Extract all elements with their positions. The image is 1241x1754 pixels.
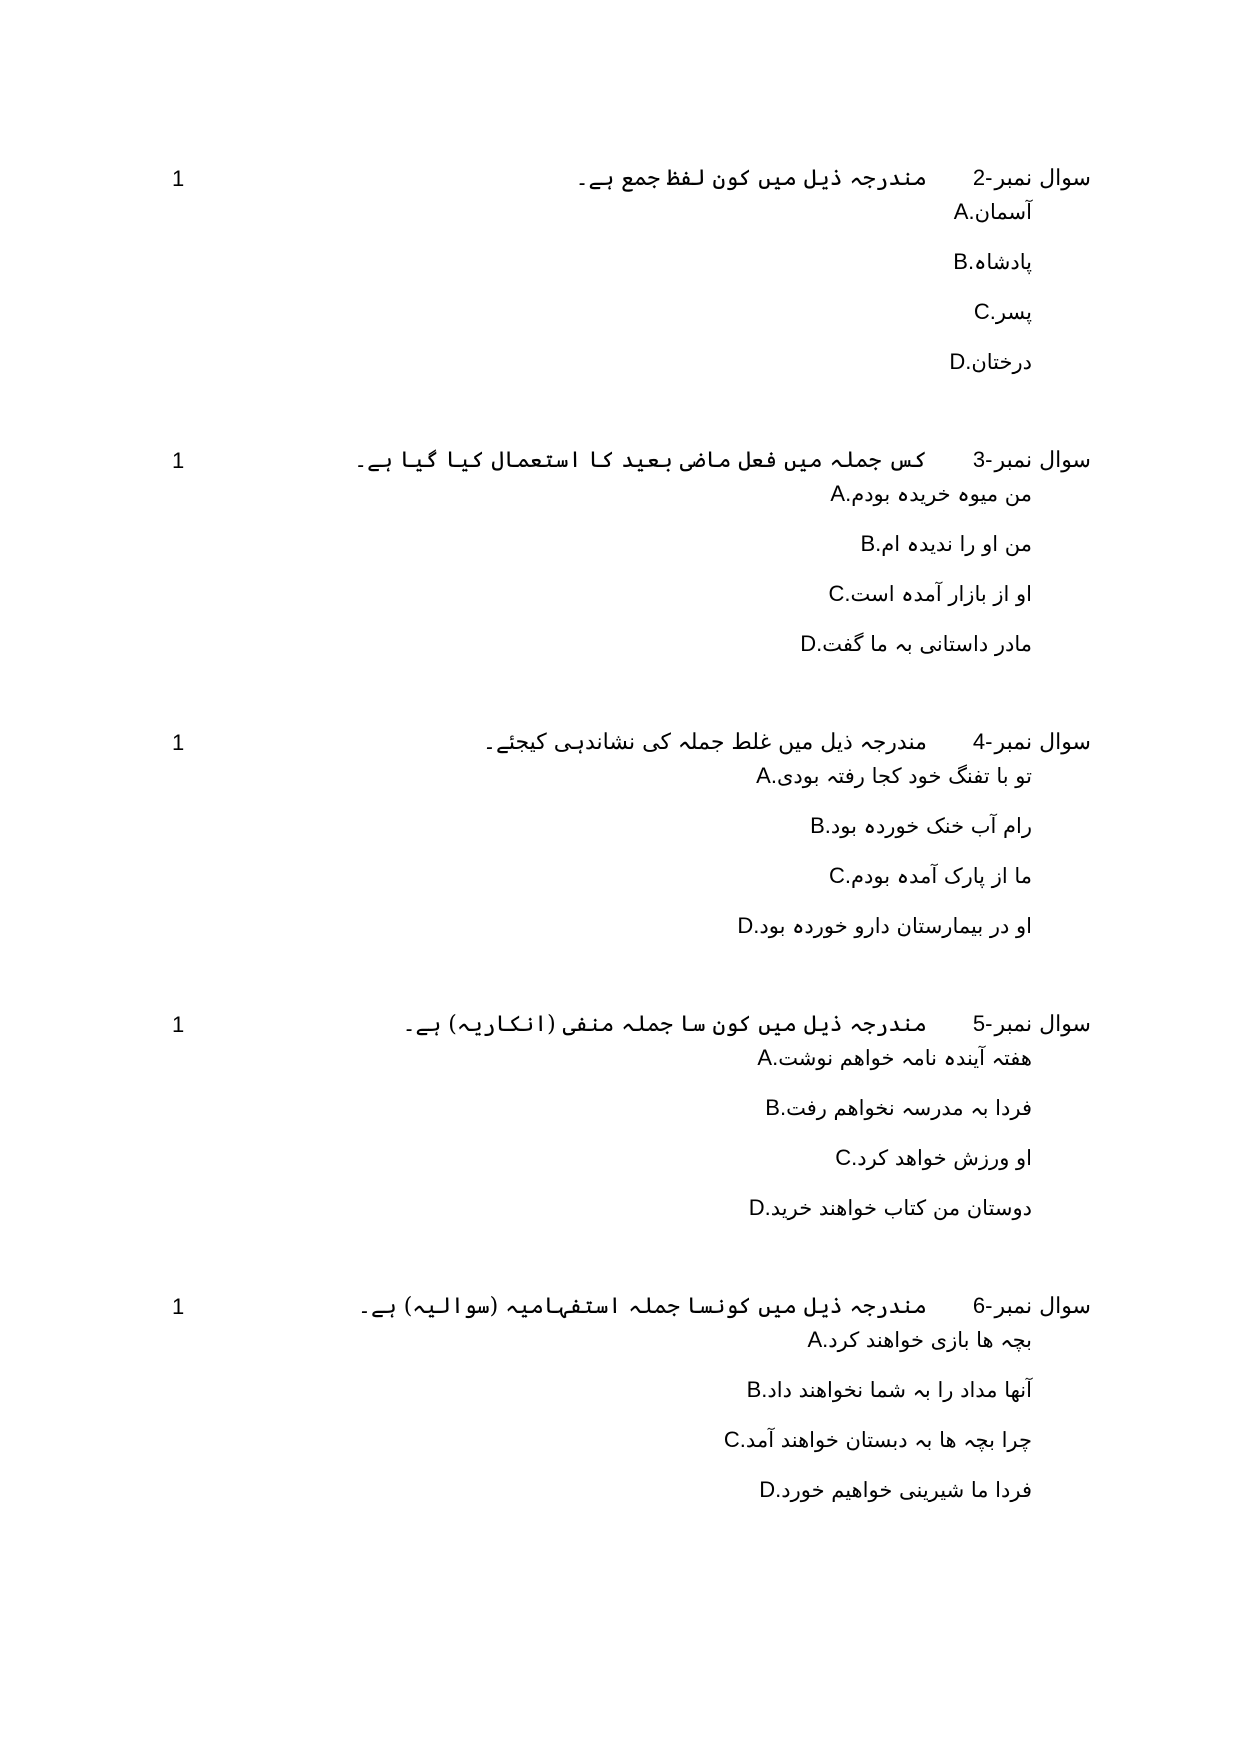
question-block xyxy=(0,1011,1241,1293)
question-text: مندرجہ ذیل میں کون سا جملہ منفی (انکاریہ) ہے۔ xyxy=(402,1012,927,1037)
option-text: ما از پارک آمدہ بودم xyxy=(851,864,1032,888)
question-marks: 1 xyxy=(172,166,185,191)
option-letter: D. xyxy=(949,349,972,374)
option-text: پسر xyxy=(995,300,1032,324)
option-text: فردا بہ مدرسہ نخواھم رفت xyxy=(786,1096,1032,1120)
question-heading xyxy=(358,1291,1091,1322)
question-label: سوال نمبر xyxy=(994,730,1091,755)
option-letter: C. xyxy=(973,299,996,324)
option-text: آسمان xyxy=(974,200,1032,224)
option-letter: A. xyxy=(953,199,975,224)
option-d[interactable] xyxy=(949,347,1048,377)
option-letter: C. xyxy=(828,581,851,606)
option-text: رام آب خنک خوردہ بود xyxy=(830,814,1032,838)
option-text: مادر داستانی بہ ما گفت xyxy=(822,632,1032,656)
option-letter: A. xyxy=(807,1327,829,1352)
option-letter: A. xyxy=(756,763,777,788)
question-label: سوال نمبر xyxy=(994,448,1091,473)
option-letter: C. xyxy=(835,1145,858,1170)
option-c[interactable] xyxy=(829,861,1048,891)
question-text: کس جملہ میں فعل ماضی بعید کا استعمال کیا گیا ہے۔ xyxy=(354,448,927,473)
option-b[interactable] xyxy=(747,1375,1048,1405)
option-a[interactable] xyxy=(954,197,1048,227)
option-b[interactable] xyxy=(860,529,1048,559)
question-number: -6 xyxy=(972,1293,993,1318)
option-letter: B. xyxy=(746,1377,768,1402)
option-text: او ورزش خواھد کرد xyxy=(857,1146,1032,1170)
option-letter: D. xyxy=(737,913,760,938)
question-block xyxy=(0,1293,1241,1575)
option-letter: D. xyxy=(759,1477,782,1502)
option-text: آنھا مداد را بہ شما نخواھند داد xyxy=(767,1378,1032,1402)
option-c[interactable] xyxy=(974,297,1048,327)
option-letter: D. xyxy=(748,1195,771,1220)
option-d[interactable] xyxy=(749,1193,1048,1223)
question-block xyxy=(0,447,1241,729)
question-label: سوال نمبر xyxy=(994,1294,1091,1319)
question-number: -5 xyxy=(972,1011,993,1036)
option-text: من او را ندیدہ ام xyxy=(881,532,1032,556)
option-d[interactable] xyxy=(737,911,1048,941)
option-text: درختان xyxy=(971,350,1032,374)
question-marks: 1 xyxy=(172,448,185,473)
option-letter: C. xyxy=(829,863,852,888)
option-text: چرا بچہ ھا بہ دبستان خواھند آمد xyxy=(745,1428,1032,1452)
question-label: سوال نمبر xyxy=(994,1012,1091,1037)
option-b[interactable] xyxy=(810,811,1048,841)
question-text: مندرجہ ذیل میں کونسا جملہ استفہامیہ (سوالیہ) ہے۔ xyxy=(358,1294,927,1319)
question-marks: 1 xyxy=(172,730,185,755)
question-heading xyxy=(354,445,1091,476)
option-letter: D. xyxy=(800,631,823,656)
option-c[interactable] xyxy=(829,579,1048,609)
option-text: من میوہ خریدہ بودم xyxy=(851,482,1032,506)
option-a[interactable] xyxy=(807,1325,1048,1355)
option-text: او از بازار آمدہ است xyxy=(850,582,1032,606)
option-letter: A. xyxy=(757,1045,779,1070)
option-c[interactable] xyxy=(724,1425,1048,1455)
option-c[interactable] xyxy=(835,1143,1048,1173)
option-text: فردا ما شیرینی خواھیم خورد xyxy=(781,1478,1032,1502)
option-text: پادشاہ xyxy=(974,250,1032,274)
question-heading xyxy=(483,727,1091,758)
option-d[interactable] xyxy=(800,629,1048,659)
question-heading xyxy=(576,163,1091,194)
question-text: مندرجہ ذیل میں کون لفظ جمع ہے۔ xyxy=(575,166,927,191)
option-a[interactable] xyxy=(756,761,1048,791)
option-text: او در بیمارستان دارو خوردہ بود xyxy=(759,914,1032,938)
option-letter: B. xyxy=(860,531,882,556)
question-block xyxy=(0,165,1241,447)
question-heading xyxy=(403,1009,1091,1040)
option-text: دوستان من کتاب خواھند خرید xyxy=(770,1196,1032,1220)
option-a[interactable] xyxy=(757,1043,1048,1073)
question-marks: 1 xyxy=(172,1294,185,1319)
option-letter: B. xyxy=(810,813,831,838)
question-text: مندرجہ ذیل میں غلط جملہ کی نشاندہی کیجئے۔ xyxy=(483,730,927,755)
option-letter: A. xyxy=(830,481,852,506)
question-number: -3 xyxy=(972,447,993,472)
option-text: تو با تفنگ خود کجا رفتہ بودی xyxy=(776,764,1032,788)
option-a[interactable] xyxy=(830,479,1048,509)
option-b[interactable] xyxy=(953,247,1048,277)
question-number: -2 xyxy=(972,165,993,190)
question-block xyxy=(0,729,1241,1011)
option-text: بچہ ھا بازی خواھند کرد xyxy=(828,1328,1032,1352)
option-letter: C. xyxy=(723,1427,746,1452)
option-text: ھفتہ آیندہ نامہ خواھم نوشت xyxy=(778,1046,1032,1070)
option-b[interactable] xyxy=(765,1093,1048,1123)
option-d[interactable] xyxy=(759,1475,1048,1505)
option-letter: B. xyxy=(953,249,975,274)
question-marks: 1 xyxy=(172,1012,185,1037)
question-label: سوال نمبر xyxy=(994,166,1091,191)
option-letter: B. xyxy=(765,1095,787,1120)
question-number: -4 xyxy=(972,729,993,754)
